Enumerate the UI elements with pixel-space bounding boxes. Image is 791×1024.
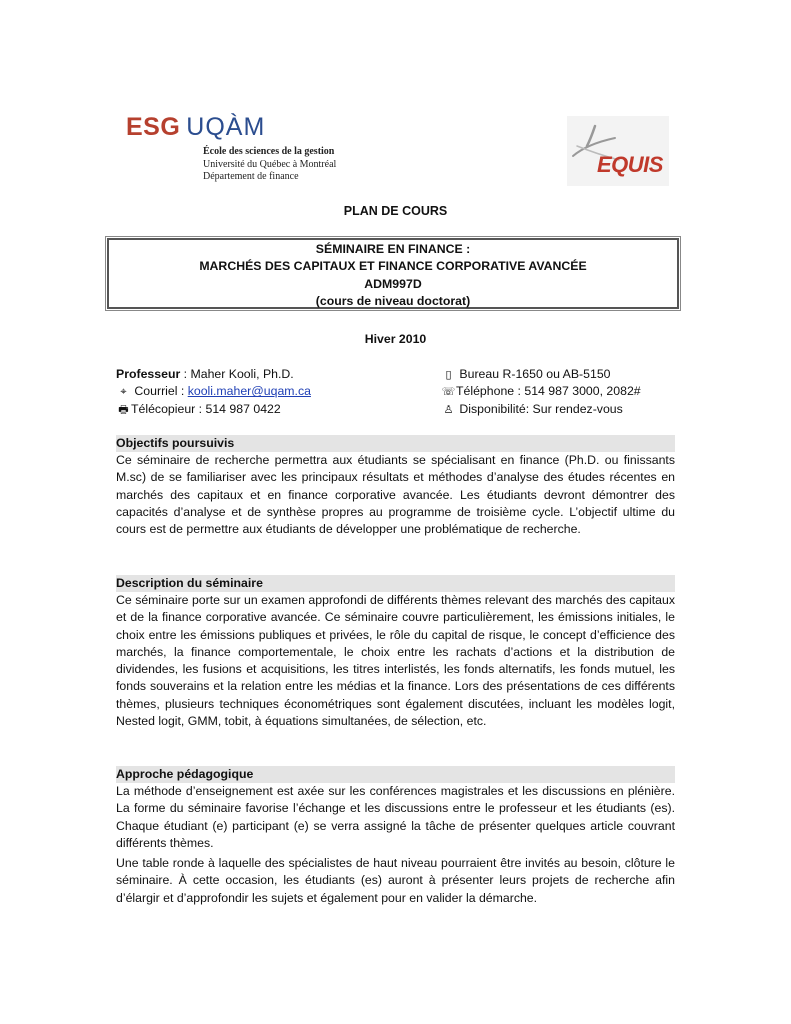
course-line2: MARCHÉS DES CAPITAUX ET FINANCE CORPORATIVE AVANCÉE [199, 259, 587, 274]
school-name: École des sciences de la gestion [203, 146, 335, 157]
phone-icon: ☏ [441, 386, 456, 399]
course-level: (cours de niveau doctorat) [315, 294, 471, 309]
section-text: Ce séminaire porte sur un examen approfondi de différents thèmes relevant des marchés des capitaux et de la finance corporative avancée. Ce séminaire couvre particulièrement, les émissions initiales, le choix entre les émissions publiques et privées, le rôle du capital de risque, le concept d’efficience des marchés, la finance comportementale, le choix entre les rachats d’actions et la distribution de dividendes, les fusions et acquisitions, les titres interlistés, les fonds alternatifs, les fonds mutuel, les fonds souverains et la relation entre les médias et la finance. Lors des présentations de ces différents thèmes, plusieurs techniques économétriques sont également discutées, incluant les modèles logit, Nested logit, GMM, tobit, à équations simultanées, de sélection, etc. [116, 593, 675, 729]
section-text: Ce séminaire de recherche permettra aux étudiants se spécialisant en finance (Ph.D. ou finissants M.sc) de se familiariser avec les principaux résultats et méthodes d’analyse des études récentes en marchés des capitaux et en finance corporative avancée. Les étudiants devront démontrer des capacités d’analyse et de synthèse propres au programme de troisième cycle. L’objectif ultime du cours est de permettre aux étudiants de développer une problématique de recherche. [116, 453, 675, 537]
section-heading: Objectifs poursuivis [116, 435, 675, 452]
professor-line [116, 366, 311, 383]
equis-logo [567, 116, 669, 186]
office-line [441, 366, 641, 383]
section-text [116, 783, 675, 907]
logo-uqam-text: UQÀM [186, 113, 266, 141]
email-link[interactable]: kooli.maher@uqam.ca [187, 384, 311, 399]
equis-text: EQUIS [597, 152, 663, 177]
section-approach [116, 766, 675, 907]
availability-text: Disponibilité: Sur rendez-vous [456, 401, 623, 416]
email-label: Courriel : [131, 384, 188, 399]
esg-uqam-logo [126, 113, 265, 141]
school-info [203, 146, 336, 184]
availability-line [441, 401, 641, 418]
department-name: Département de finance [203, 171, 299, 183]
semester: Hiver 2010 [364, 332, 427, 346]
section-heading: Description du séminaire [116, 575, 675, 592]
fax-text: Télécopieur : 514 987 0422 [131, 401, 281, 416]
contact-left [116, 366, 311, 418]
professor-label: Professeur [116, 367, 181, 381]
book-icon: ▯ [445, 369, 452, 381]
fax-line [116, 401, 311, 418]
fax-icon: 🖶 [118, 403, 129, 416]
university-name: Université du Québec à Montréal [203, 158, 337, 170]
page-title: PLAN DE COURS [343, 204, 448, 218]
approach-paragraph-1: La méthode d’enseignement est axée sur les conférences magistrales et les discussions en plénière. La forme du séminaire favorise l’échange et les discussions entre le professeur et les étudiants (es). Chaque étudiant (e) participant (e) se verra assigné la tâche de présenter quelques article couvrant différents thèmes. [116, 784, 675, 850]
office-text: Bureau R-1650 ou AB-5150 [456, 367, 611, 381]
person-icon: ♙ [443, 403, 454, 416]
course-line1: SÉMINAIRE EN FINANCE : [315, 242, 471, 256]
logo-esg-text: ESG [126, 113, 181, 141]
section-description [116, 575, 675, 730]
phone-line [441, 383, 641, 400]
course-code: ADM997D [364, 276, 422, 291]
email-line [116, 383, 311, 400]
professor-value: : Maher Kooli, Ph.D. [180, 367, 294, 381]
section-heading: Approche pédagogique [116, 766, 675, 783]
mouse-icon: ⌖ [120, 386, 127, 399]
course-title-box [107, 238, 679, 309]
approach-paragraph-2: Une table ronde à laquelle des spécialistes de haut niveau pourraient être invités au besoin, clôture le séminaire. À cette occasion, les étudiants (es) auront à présenter leurs projets de recherche afin d’élargir et d’approfondir les sujets et également pour en valider la démarche. [116, 856, 675, 905]
contact-right [441, 366, 641, 418]
section-objectives [116, 435, 675, 538]
phone-text: Téléphone : 514 987 3000, 2082# [456, 384, 641, 399]
